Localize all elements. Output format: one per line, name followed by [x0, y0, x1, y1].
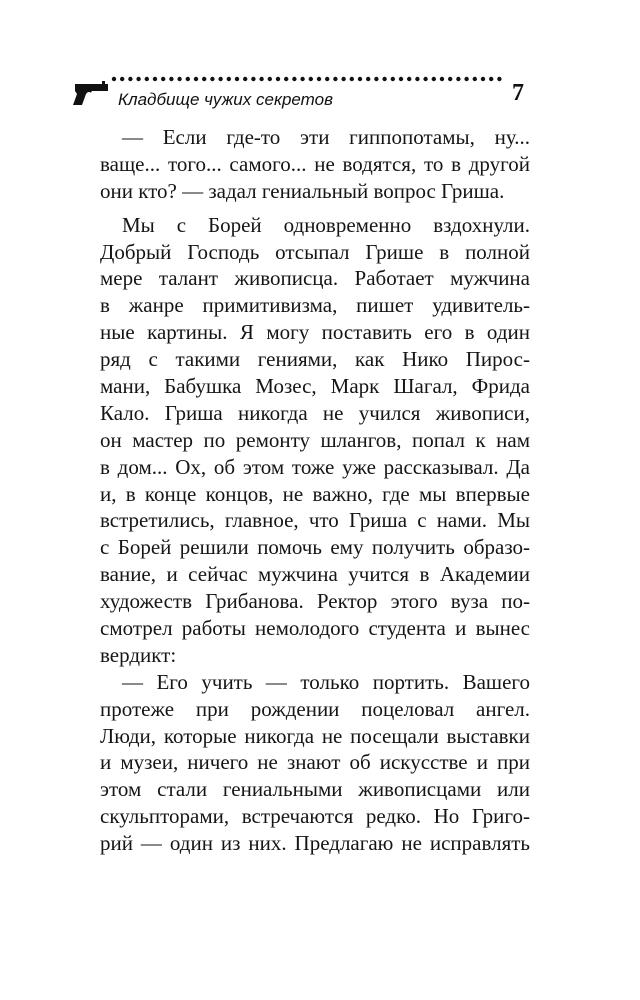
text-line: и музеи, ничего не знают об искусстве и при [100, 750, 530, 775]
rule-dot [268, 77, 272, 81]
rule-dot [464, 77, 468, 81]
rule-dot [169, 77, 173, 81]
rule-dot [456, 77, 460, 81]
text-line: Мы с Борей одновременно вздохнули. [122, 212, 530, 237]
page-number: 7 [512, 80, 524, 106]
revolver-icon [72, 80, 110, 106]
rule-dot [358, 77, 362, 81]
rule-dot [423, 77, 427, 81]
running-header [70, 72, 540, 120]
text-line: рий — один из них. Предлагаю не исправлять [100, 831, 530, 856]
rule-dot [120, 77, 124, 81]
rule-dot [350, 77, 354, 81]
text-line: ваще... того... самого... не водятся, то в другой [100, 151, 530, 176]
text-line: они кто? — задал гениальный вопрос Гриша. [100, 178, 505, 203]
paragraph [100, 124, 530, 205]
rule-dot [112, 77, 116, 81]
paragraph [100, 212, 530, 669]
book-title: Кладбище чужих секретов [118, 90, 333, 109]
text-line: вание, и сейчас мужчина учится в Академии [100, 562, 530, 587]
rule-dot [374, 77, 378, 81]
text-line: в жанре примитивизма, пишет удивитель- [100, 293, 530, 318]
text-line: Кало. Гриша никогда не учился живописи, [100, 400, 530, 425]
rule-dot [399, 77, 403, 81]
paragraph-gap [100, 205, 530, 212]
text-line: с Борей решили помочь ему получить образо- [100, 535, 530, 560]
rule-dot [251, 77, 255, 81]
rule-dot [325, 77, 329, 81]
rule-dot [497, 77, 501, 81]
text-line: Добрый Господь отсыпал Грише в полной [100, 239, 530, 264]
rule-dot [489, 77, 493, 81]
text-line: в дом... Ох, об этом тоже уже рассказывал. Да [100, 454, 530, 479]
rule-dot [243, 77, 247, 81]
rule-dot [309, 77, 313, 81]
rule-dot [317, 77, 321, 81]
rule-dot [292, 77, 296, 81]
rule-dot [415, 77, 419, 81]
text-line: ряд с такими гениями, как Нико Пирос- [100, 347, 530, 372]
text-line: мере талант живописца. Работает мужчина [100, 266, 530, 291]
text-line: вердикт: [100, 642, 177, 667]
text-line: — Если где-то эти гиппопотамы, ну... [122, 125, 530, 149]
text-line: художеств Грибанова. Ректор этого вуза по- [100, 589, 530, 614]
rule-dot [153, 77, 157, 81]
text-line: — Его учить — только портить. Вашего [122, 669, 530, 694]
rule-dot [333, 77, 337, 81]
rule-dot [136, 77, 140, 81]
body-text [100, 124, 530, 857]
rule-dot [210, 77, 214, 81]
text-line: скульпторами, встречаются редко. Но Григо- [100, 804, 530, 829]
rule-dot [145, 77, 149, 81]
rule-dot [284, 77, 288, 81]
text-line: протеже при рождении поцеловал ангел. [100, 696, 530, 721]
rule-dot [341, 77, 345, 81]
rule-dot [177, 77, 181, 81]
rule-dot [481, 77, 485, 81]
rule-dot [440, 77, 444, 81]
text-line: и, в конце концов, не важно, где мы впервые [100, 481, 530, 506]
rule-dot [202, 77, 206, 81]
text-line: этом стали гениальными живописцами или [100, 777, 530, 802]
rule-dot [300, 77, 304, 81]
text-line: ные картины. Я могу поставить его в один [100, 320, 530, 345]
rule-dot [366, 77, 370, 81]
rule-dot [432, 77, 436, 81]
text-line: встретились, главное, что Гриша с нами. Мы [100, 508, 530, 533]
dotted-rule [110, 72, 540, 86]
rule-dot [235, 77, 239, 81]
rule-dot [276, 77, 280, 81]
rule-dot [227, 77, 231, 81]
text-line: Люди, которые никогда не посещали выставки [100, 723, 530, 748]
paragraph [100, 669, 530, 857]
text-line: смотрел работы немолодого студента и вынес [100, 616, 530, 641]
rule-dot [186, 77, 190, 81]
rule-dot [128, 77, 132, 81]
rule-dot [161, 77, 165, 81]
rule-dot [448, 77, 452, 81]
text-line: он мастер по ремонту шлангов, попал к нам [100, 427, 530, 452]
rule-dot [218, 77, 222, 81]
text-line: мани, Бабушка Мозес, Марк Шагал, Фрида [100, 374, 530, 399]
rule-dot [407, 77, 411, 81]
rule-dot [382, 77, 386, 81]
rule-dot [259, 77, 263, 81]
rule-dot [391, 77, 395, 81]
rule-dot [473, 77, 477, 81]
rule-dot [194, 77, 198, 81]
